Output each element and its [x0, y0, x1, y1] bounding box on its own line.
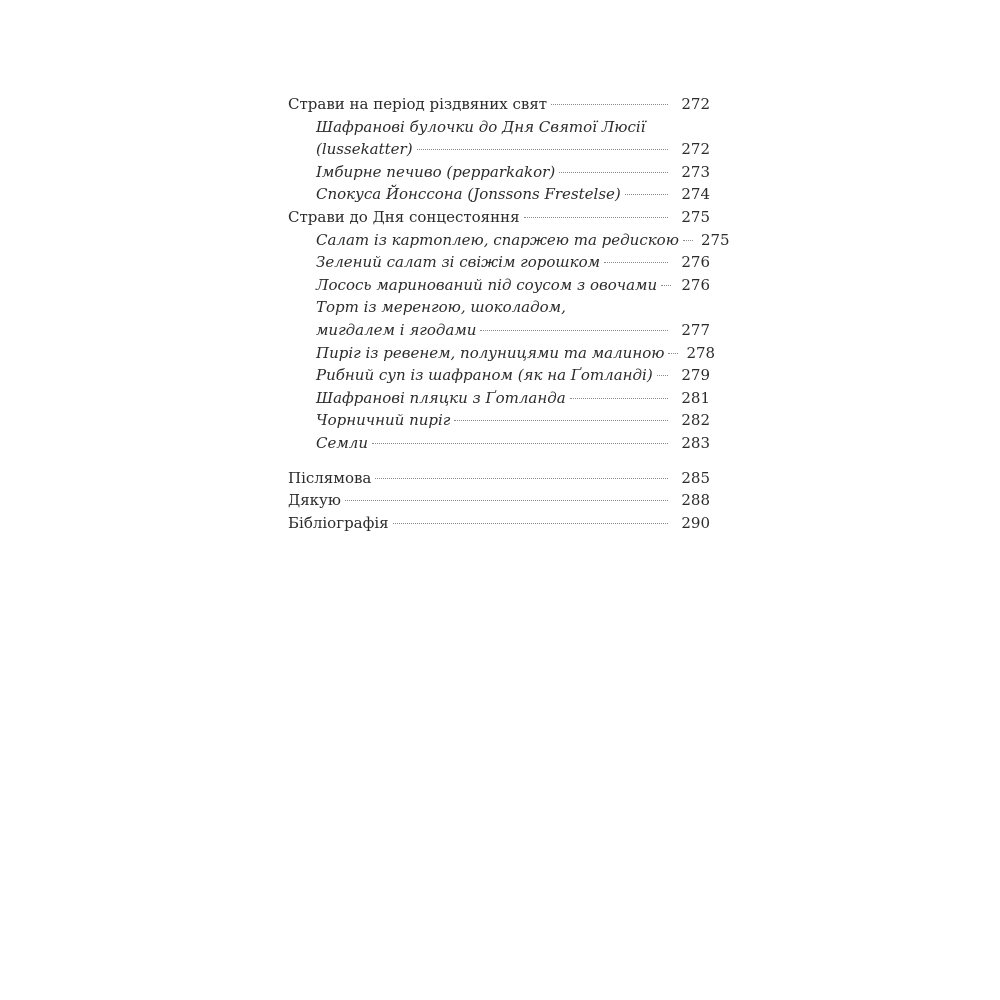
toc-entry	[288, 93, 710, 116]
toc-entry-page: 275	[681, 207, 710, 226]
toc-entry-page: 277	[681, 320, 710, 339]
toc-entry-page: 274	[681, 185, 710, 204]
table-of-contents	[288, 93, 730, 534]
section-spacer	[288, 455, 710, 467]
toc-entry	[288, 512, 710, 535]
toc-entry-title: (lussekatter)	[316, 140, 413, 159]
toc-entry-page: 288	[681, 491, 710, 510]
toc-entry	[288, 387, 710, 410]
toc-entry-title: Семли	[316, 433, 369, 452]
toc-entry-title: Дякую	[288, 491, 341, 510]
toc-entry	[288, 206, 710, 229]
toc-entry-title: Шафранові пляцки з Ґотланда	[316, 388, 566, 407]
toc-entry	[288, 489, 710, 512]
dot-leader	[668, 353, 678, 354]
dot-leader	[480, 330, 668, 331]
dot-leader	[454, 420, 668, 421]
toc-entry-title: Шафранові булочки до Дня Святої Люсії	[316, 117, 646, 136]
toc-entry-page: 278	[686, 343, 716, 362]
dot-leader	[375, 478, 668, 479]
dot-leader	[559, 172, 668, 173]
toc-entry-title: Рибний суп із шафраном (як на Ґотланді)	[316, 366, 653, 385]
toc-entry	[288, 116, 710, 139]
toc-entry-page: 276	[681, 275, 710, 294]
toc-entry-page: 281	[681, 388, 710, 407]
toc-entry-page: 275	[700, 230, 730, 249]
dot-leader	[661, 285, 671, 286]
toc-entry	[288, 138, 710, 161]
dot-leader	[657, 375, 668, 376]
toc-entry	[288, 409, 710, 432]
dot-leader	[551, 104, 668, 105]
toc-entry-page: 276	[681, 253, 710, 272]
toc-entry	[288, 342, 716, 365]
toc-entry-page: 285	[681, 468, 710, 487]
dot-leader	[372, 443, 668, 444]
toc-entry-title: Спокуса Йонссона (Jonssons Frestelse)	[316, 185, 621, 204]
toc-entry	[288, 296, 710, 319]
dot-leader	[604, 262, 668, 263]
toc-entry-title: Страви на період різдвяних свят	[288, 95, 548, 113]
toc-entry-title: Салат із картоплею, спаржею та редискою	[316, 230, 679, 249]
dot-leader	[524, 217, 668, 218]
toc-entry	[288, 161, 710, 184]
dot-leader	[417, 149, 668, 150]
toc-entry	[288, 251, 710, 274]
toc-entry-title: Зелений салат зі свіжім горошком	[316, 253, 601, 272]
dot-leader	[570, 398, 668, 399]
toc-entry-title: Імбирне печиво (pepparkakor)	[316, 162, 556, 181]
toc-entry	[288, 364, 710, 387]
toc-entry-page: 273	[681, 162, 710, 181]
toc-entry-title: Післямова	[288, 468, 372, 487]
toc-entry-page: 283	[681, 433, 710, 452]
toc-entry-title: Страви до Дня сонцестояння	[288, 207, 520, 226]
toc-entry	[288, 274, 710, 297]
toc-entry-page: 272	[681, 95, 710, 113]
toc-entry-title: Чорничний пиріг	[316, 411, 451, 430]
toc-entry-page: 272	[681, 140, 710, 159]
toc-entry-title: Лосось маринований під соусом з овочами	[316, 275, 658, 294]
dot-leader	[393, 523, 668, 524]
toc-entry	[288, 467, 710, 490]
toc-entry-page: 290	[681, 513, 710, 532]
dot-leader	[683, 240, 693, 241]
toc-entry-title: мигдалем і ягодами	[316, 320, 477, 339]
toc-entry	[288, 432, 710, 455]
toc-entry	[288, 319, 710, 342]
dot-leader	[345, 500, 668, 501]
dot-leader	[625, 194, 668, 195]
toc-entry-title: Бібліографія	[288, 513, 389, 532]
toc-entry-title: Торт із меренгою, шоколадом,	[316, 298, 566, 317]
toc-entry	[288, 183, 710, 206]
toc-entry-title: Пиріг із ревенем, полуницями та малиною	[316, 343, 665, 362]
toc-entry	[288, 229, 730, 252]
toc-entry-page: 282	[681, 411, 710, 430]
toc-entry-page: 279	[681, 366, 710, 385]
